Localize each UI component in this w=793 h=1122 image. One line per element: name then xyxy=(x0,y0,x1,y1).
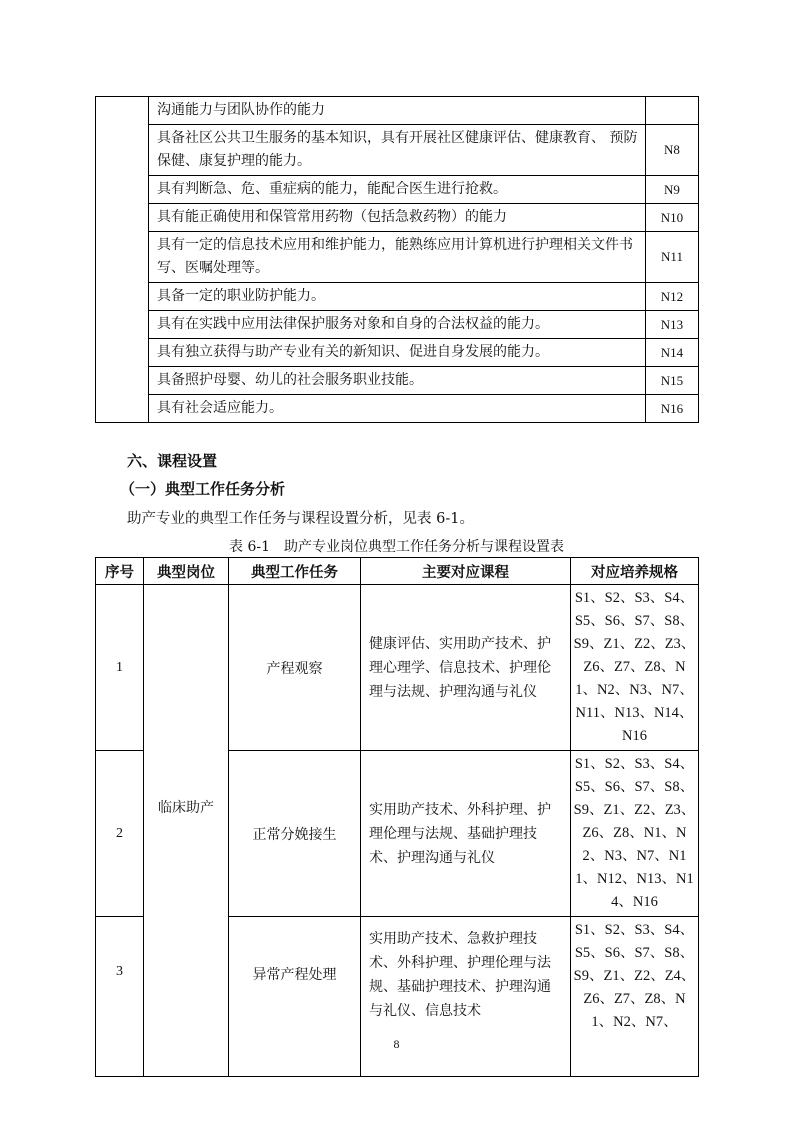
column-header: 对应培养规格 xyxy=(571,558,699,585)
course-table xyxy=(95,557,699,1077)
table-caption: 表 6-1 助产专业岗位典型工作任务分析与课程设置表 xyxy=(229,539,564,555)
position-label: 临床助产 xyxy=(158,800,214,816)
ability-text: 具备一定的职业防护能力。 xyxy=(149,283,646,311)
ability-code: N9 xyxy=(646,176,699,204)
ability-code: N8 xyxy=(646,125,699,176)
table-row xyxy=(96,395,699,423)
specs-cell: S1、S2、S3、S4、S5、S6、S7、S8、S9、Z1、Z2、Z3、Z6、Z7、Z8、N1、N2、N3、N7、N11、N13、N14、N16 xyxy=(571,585,699,751)
specs-cell: S1、S2、S3、S4、S5、S6、S7、S8、S9、Z1、Z2、Z3、Z6、Z8、N1、N2、N3、N7、N11、N12、N13、N14、N16 xyxy=(571,751,699,917)
column-header: 典型工作任务 xyxy=(229,558,361,585)
table-row xyxy=(96,232,699,283)
column-header: 序号 xyxy=(96,558,144,585)
courses-cell: 实用助产技术、外科护理、护理伦理与法规、基础护理技术、护理沟通与礼仪 xyxy=(361,751,571,917)
ability-text: 具有独立获得与助产专业有关的新知识、促进自身发展的能力。 xyxy=(149,339,646,367)
table-row xyxy=(96,311,699,339)
ability-text: 具备照护母婴、幼儿的社会服务职业技能。 xyxy=(149,367,646,395)
table-row xyxy=(96,125,699,176)
table-row xyxy=(96,339,699,367)
row-number: 3 xyxy=(96,917,144,1077)
specs-cell: S1、S2、S3、S4、S5、S6、S7、S8、S9、Z1、Z2、Z4、Z6、Z7、Z8、N1、N2、N7、 xyxy=(571,917,699,1077)
row-number: 1 xyxy=(96,585,144,751)
ability-table xyxy=(95,96,699,423)
ability-text: 沟通能力与团队协作的能力 xyxy=(149,97,646,125)
ability-code: N15 xyxy=(646,367,699,395)
column-header: 典型岗位 xyxy=(144,558,229,585)
ability-code xyxy=(646,97,699,125)
ability-code: N11 xyxy=(646,232,699,283)
courses-cell: 实用助产技术、急救护理技术、外科护理、护理伦理与法规、基础护理技术、护理沟通与礼仪、信息技术 xyxy=(361,917,571,1077)
table-row xyxy=(96,97,699,125)
ability-code: N14 xyxy=(646,339,699,367)
table-header-row xyxy=(96,558,699,585)
category-cell xyxy=(96,97,149,423)
ability-text: 具备社区公共卫生服务的基本知识，具有开展社区健康评估、健康教育、 预防保健、康复护理的能力。 xyxy=(149,125,646,176)
ability-code: N12 xyxy=(646,283,699,311)
sub-heading: （一）典型工作任务分析 xyxy=(120,480,286,498)
task-cell: 异常产程处理 xyxy=(229,917,361,1077)
ability-text: 具有能正确使用和保管常用药物（包括急救药物）的能力 xyxy=(149,204,646,232)
ability-code: N10 xyxy=(646,204,699,232)
task-cell: 产程观察 xyxy=(229,585,361,751)
section-heading: 六、课程设置 xyxy=(127,452,218,470)
table-row xyxy=(96,367,699,395)
ability-code: N13 xyxy=(646,311,699,339)
table-row xyxy=(96,204,699,232)
ability-text: 具有一定的信息技术应用和维护能力，能熟练应用计算机进行护理相关文件书写、医嘱处理等。 xyxy=(149,232,646,283)
column-header: 主要对应课程 xyxy=(361,558,571,585)
table-row xyxy=(96,585,699,751)
intro-paragraph: 助产专业的典型工作任务与课程设置分析，见表 6-1。 xyxy=(127,511,474,527)
courses-cell: 健康评估、实用助产技术、护理心理学、信息技术、护理伦理与法规、护理沟通与礼仪 xyxy=(361,585,571,751)
page-number: 8 xyxy=(393,1037,400,1051)
ability-text: 具有判断急、危、重症病的能力，能配合医生进行抢救。 xyxy=(149,176,646,204)
position-cell xyxy=(144,585,229,1077)
table-row xyxy=(96,176,699,204)
task-cell: 正常分娩接生 xyxy=(229,751,361,917)
ability-text: 具有社会适应能力。 xyxy=(149,395,646,423)
table-row xyxy=(96,283,699,311)
row-number: 2 xyxy=(96,751,144,917)
ability-text: 具有在实践中应用法律保护服务对象和自身的合法权益的能力。 xyxy=(149,311,646,339)
ability-code: N16 xyxy=(646,395,699,423)
